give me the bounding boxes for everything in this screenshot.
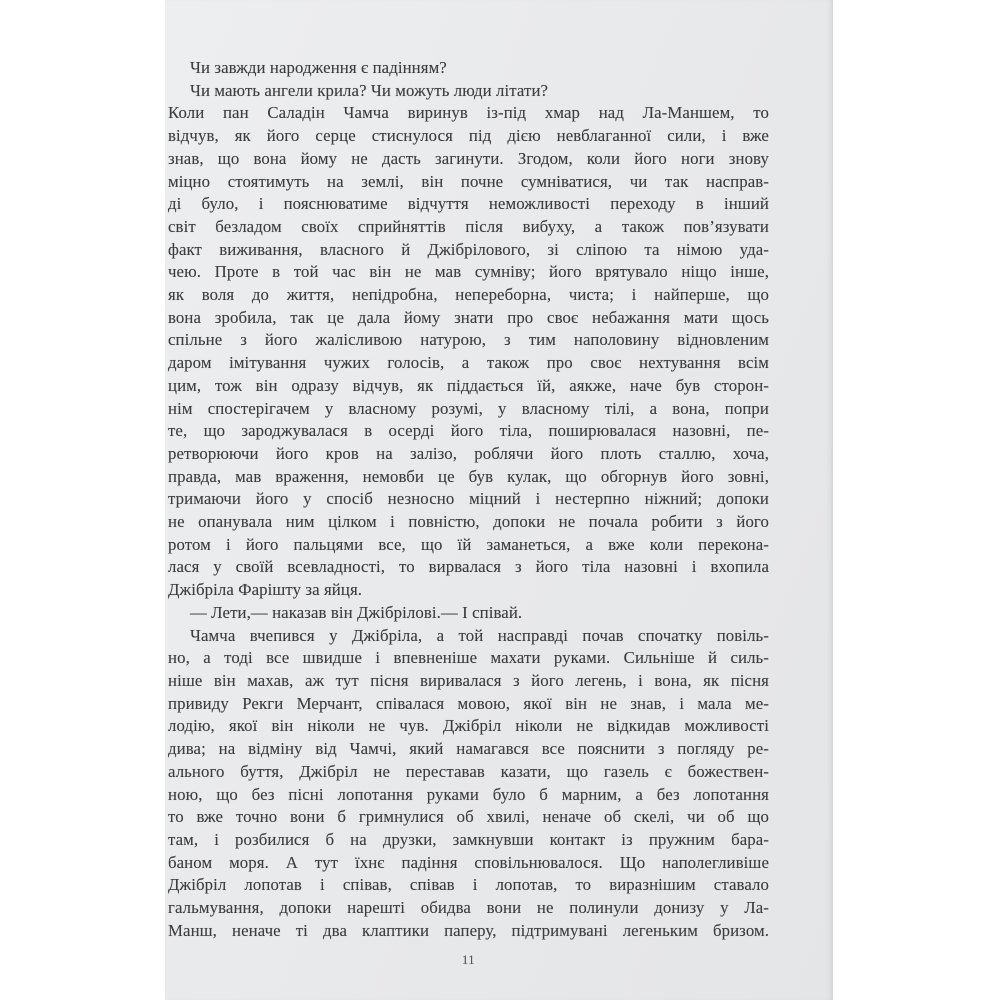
text-line: чею. Проте в той час він не мав сумніву; його врятувало ніщо інше, <box>168 262 769 282</box>
text-line: там, і розбилися б на друзки, замкнувши контакт із пружним бара- <box>168 829 769 849</box>
book-page <box>165 0 833 1000</box>
text-line: Чи завжди народження є падінням? <box>190 58 447 77</box>
text-line: но, а тоді все швидше і впевненіше махати руками. Сильніше й силь- <box>168 648 769 668</box>
text-line: Манш, неначе ті два клаптики паперу, підтримувані легеньким бризом. <box>168 920 769 940</box>
text-line: ніше він махав, аж тут пісня виривалася з його легень, і вона, як пісня <box>168 670 769 690</box>
text-line: те, що зароджувалася в осерді його тіла, поширювалася назовні, пе- <box>168 421 769 441</box>
text-line: — Лети,— наказав він Джібрілові.— І співай. <box>190 602 523 622</box>
text-line: привиду Рекги Мерчант, співалася мовою, якої він не знав, і мала ме- <box>168 693 769 713</box>
text-line: дива; на відміну від Чамчі, який намагався все пояснити з погляду ре- <box>168 739 769 759</box>
text-line: тримаючи його у спосіб незносно міцний і нестерпно ніжний; допоки <box>168 489 769 509</box>
text-line: ретворюючи його кров на залізо, роблячи його плоть сталлю, хоча, <box>168 443 769 463</box>
text-line: Коли пан Саладін Чамча виринув із-під хмар над Ла-Маншем, то <box>168 103 769 123</box>
text-line: то вже точно вони б гримнулися об хвилі, неначе об скелі, чи об що <box>168 807 769 827</box>
text-line: гальмування, допоки нарешті обидва вони не полинули донизу у Ла- <box>168 898 769 918</box>
text-line: баном моря. А тут їхнє падіння сповільнювалося. Що наполегливіше <box>168 852 769 872</box>
text-line: Чамча вчепився у Джібріла, а той насправді почав спочатку повіль- <box>190 625 769 645</box>
text-line: правда, мав враження, немовби це був кулак, що обгорнув його зовні, <box>168 466 769 486</box>
text-line: ротом і його пальцями все, що їй заманеться, а вже коли перекона- <box>168 534 769 554</box>
text-line: Джібріла Фарішту за яйця. <box>168 580 363 600</box>
text-line: Джібріл лопотав і співав, співав і лопотав, то виразнішим ставало <box>168 875 769 895</box>
text-line: цим, тож він одразу відчув, як піддається їй, аякже, наче був сторон- <box>168 375 769 395</box>
text-line: даром імітування чужих голосів, а також про своє нехтування всім <box>168 353 769 373</box>
page-number: 11 <box>461 953 476 967</box>
text-line: спільне з його жалісливою натурою, з тим наполовину відновленим <box>168 330 769 350</box>
text-line: вона зробила, так це дала йому знати про своє небажання мати щось <box>168 307 769 327</box>
text-line: Чи мають ангели крила? Чи можуть люди літати? <box>190 80 549 100</box>
text-line: знав, що вона йому не дасть загинути. Згодом, коли його ноги знову <box>168 148 769 168</box>
text-line: відчув, як його серце стиснулося під дією невблаганної сили, і вже <box>168 126 769 146</box>
text-line: ді було, і пояснюватиме відчуття неможливості переходу в інший <box>168 194 769 214</box>
text-line: ною, що без пісні лопотання руками було б марним, а без лопотання <box>168 784 769 804</box>
text-line: факт виживання, власного й Джібрілового, зі сліпою та німою уда- <box>168 239 769 259</box>
page-text-block <box>168 57 769 942</box>
text-line: міцно стоятимуть на землі, він почне сумніватися, чи так насправ- <box>168 171 769 191</box>
text-line: як воля до життя, непідробна, непереборна, чиста; і найперше, що <box>168 285 769 305</box>
text-line: нім спостерігачем у власному розумі, у власному тілі, а вона, попри <box>168 398 769 418</box>
text-line: лася у своїй всевладності, то вирвалася з його тіла назовні і вхопила <box>168 557 769 577</box>
text-line: не опанувала ним цілком і повністю, допоки не почала робити з його <box>168 512 769 532</box>
text-line: світ безладом своїх сприйняттів після вибуху, а також пов’язувати <box>168 216 769 236</box>
text-line: ального буття, Джібріл не переставав казати, що газель є божествен- <box>168 761 769 781</box>
text-line: лодію, якої він ніколи не чув. Джібріл ніколи не відкидав можливості <box>168 716 769 736</box>
